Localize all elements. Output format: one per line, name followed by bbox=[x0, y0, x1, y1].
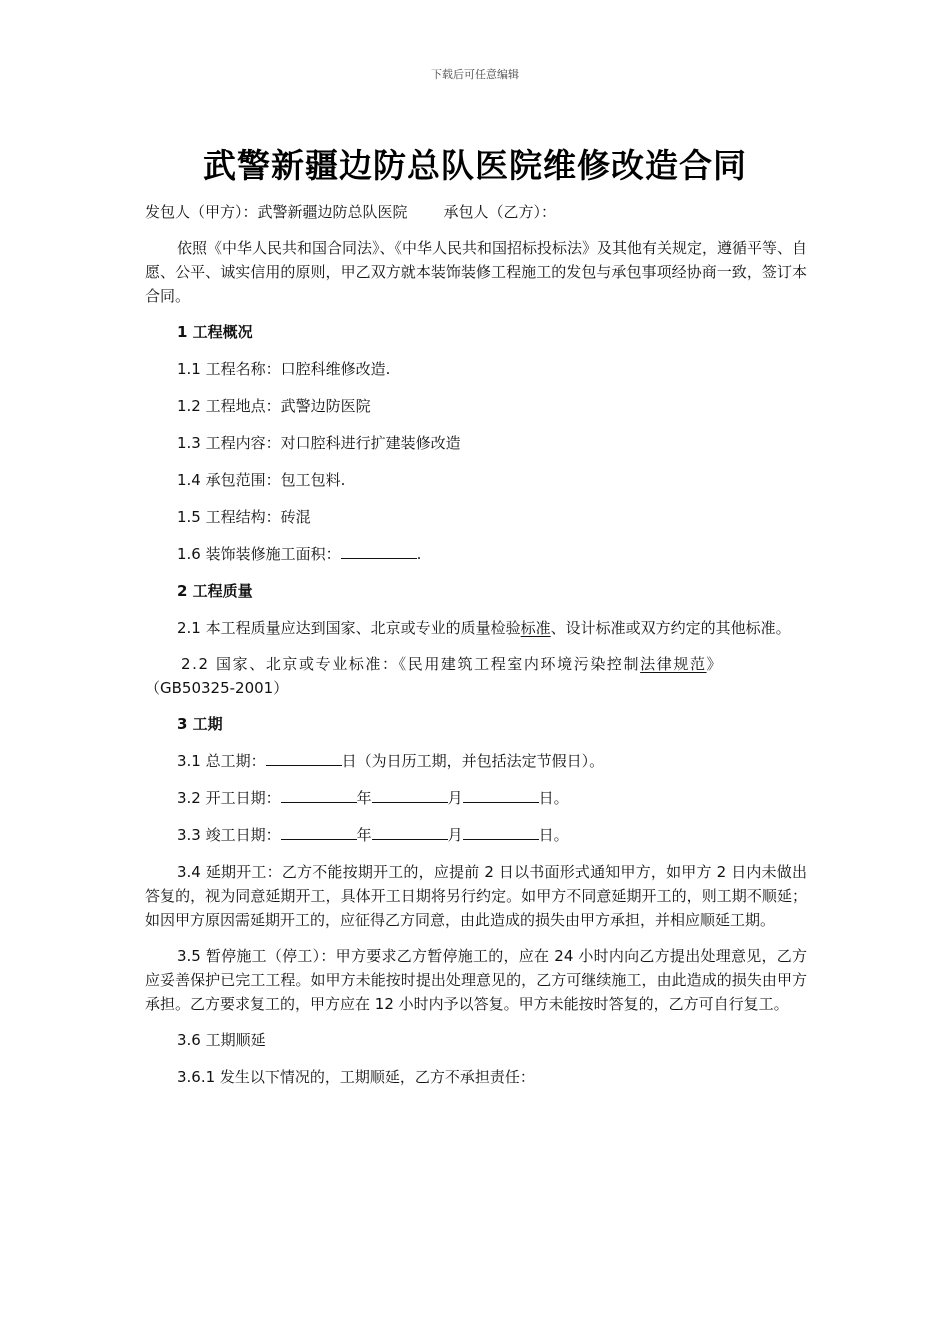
parties-line bbox=[145, 200, 807, 224]
section-3-heading: 3 工期 bbox=[177, 715, 223, 733]
section-1-heading: 1 工程概况 bbox=[177, 323, 253, 341]
intro-paragraph: 依照《中华人民共和国合同法》、《中华人民共和国招标投标法》及其他有关规定，遵循平等、自愿、公平、诚实信用的原则，甲乙双方就本装饰装修工程施工的发包与承包事项经协商一致，签订本合同。 bbox=[145, 239, 808, 305]
item-1-1: 1.1 工程名称：口腔科维修改造. bbox=[177, 360, 391, 378]
item-3-2-label: 3.2 开工日期： bbox=[177, 789, 281, 807]
contract-title: 武警新疆边防总队医院维修改造合同 bbox=[203, 146, 747, 185]
item-2-2 bbox=[145, 652, 807, 700]
item-1-2: 1.2 工程地点：武警边防医院 bbox=[177, 397, 371, 415]
item-3-3 bbox=[145, 823, 807, 847]
section-2-heading: 2 工程质量 bbox=[177, 582, 253, 600]
item-3-1 bbox=[145, 749, 807, 773]
item-2-1-text-a: 2.1 本工程质量应达到国家、北京或专业的质量检验 bbox=[177, 619, 521, 637]
item-3-5: 3.5 暂停施工（停工）：甲方要求乙方暂停施工的，应在 24 小时内向乙方提出处理意见，乙方应妥善保护已完工工程。如甲方未能按时提出处理意见的，乙方可继续施工，由此造成的损失由甲方承担。乙方要求复工的，甲方应在 12 小时内予以答复。甲方未能按时答复的，乙方可自行复工。 bbox=[145, 947, 807, 1013]
item-1-5: 1.5 工程结构：砖混 bbox=[177, 508, 311, 526]
link-legal-norms[interactable]: 法律规范 bbox=[640, 655, 707, 673]
item-2-2-text-b: 》 bbox=[706, 655, 724, 673]
party-b: 承包人（乙方）： bbox=[443, 203, 557, 221]
item-3-1-label: 3.1 总工期： bbox=[177, 752, 266, 770]
month-unit: 月 bbox=[447, 789, 463, 807]
end-year-blank bbox=[281, 823, 357, 840]
end-day-blank bbox=[463, 823, 539, 840]
item-1-4: 1.4 承包范围：包工包料. bbox=[177, 471, 346, 489]
end-month-blank bbox=[372, 823, 448, 840]
year-unit: 年 bbox=[356, 826, 372, 844]
item-2-2-text-a: 2.2 国家、北京或专业标准：《民用建筑工程室内环境污染控制 bbox=[181, 655, 641, 673]
day-unit: 日。 bbox=[538, 826, 569, 844]
month-unit: 月 bbox=[447, 826, 463, 844]
item-3-1-tail: 日（为日历工期，并包括法定节假日）。 bbox=[341, 752, 605, 770]
item-1-6-end: . bbox=[416, 545, 422, 563]
item-3-2 bbox=[145, 786, 807, 810]
item-3-6-1: 3.6.1 发生以下情况的，工期顺延，乙方不承担责任： bbox=[177, 1068, 535, 1086]
link-standard[interactable]: 标准 bbox=[520, 619, 551, 637]
start-day-blank bbox=[463, 786, 539, 803]
year-unit: 年 bbox=[356, 789, 372, 807]
start-year-blank bbox=[281, 786, 357, 803]
item-2-1-text-b: 、设计标准或双方约定的其他标准。 bbox=[550, 619, 791, 637]
item-1-3: 1.3 工程内容：对口腔科进行扩建装修改造 bbox=[177, 434, 461, 452]
item-2-1 bbox=[145, 616, 807, 640]
item-3-4: 3.4 延期开工：乙方不能按期开工的，应提前 2 日以书面形式通知甲方，如甲方 2 日内未做出答复的，视为同意延期开工，具体开工日期将另行约定。如甲方不同意延期开工的，则工期不顺延；如因甲方原因需延期开工的，应征得乙方同意，由此造成的损失由甲方承担，并相应顺延工期。 bbox=[145, 863, 807, 929]
total-days-blank bbox=[266, 749, 342, 766]
item-1-6-label: 1.6 装饰装修施工面积： bbox=[177, 545, 341, 563]
item-3-6: 3.6 工期顺延 bbox=[177, 1031, 266, 1049]
start-month-blank bbox=[372, 786, 448, 803]
day-unit: 日。 bbox=[538, 789, 569, 807]
header-watermark: 下载后可任意编辑 bbox=[431, 68, 519, 81]
item-2-2-code: （GB50325-2001） bbox=[145, 679, 289, 697]
item-3-3-label: 3.3 竣工日期： bbox=[177, 826, 281, 844]
item-1-6 bbox=[145, 542, 807, 566]
contract-body bbox=[145, 200, 807, 1102]
area-blank bbox=[341, 542, 417, 559]
party-a: 发包人（甲方）：武警新疆边防总队医院 bbox=[145, 203, 408, 221]
